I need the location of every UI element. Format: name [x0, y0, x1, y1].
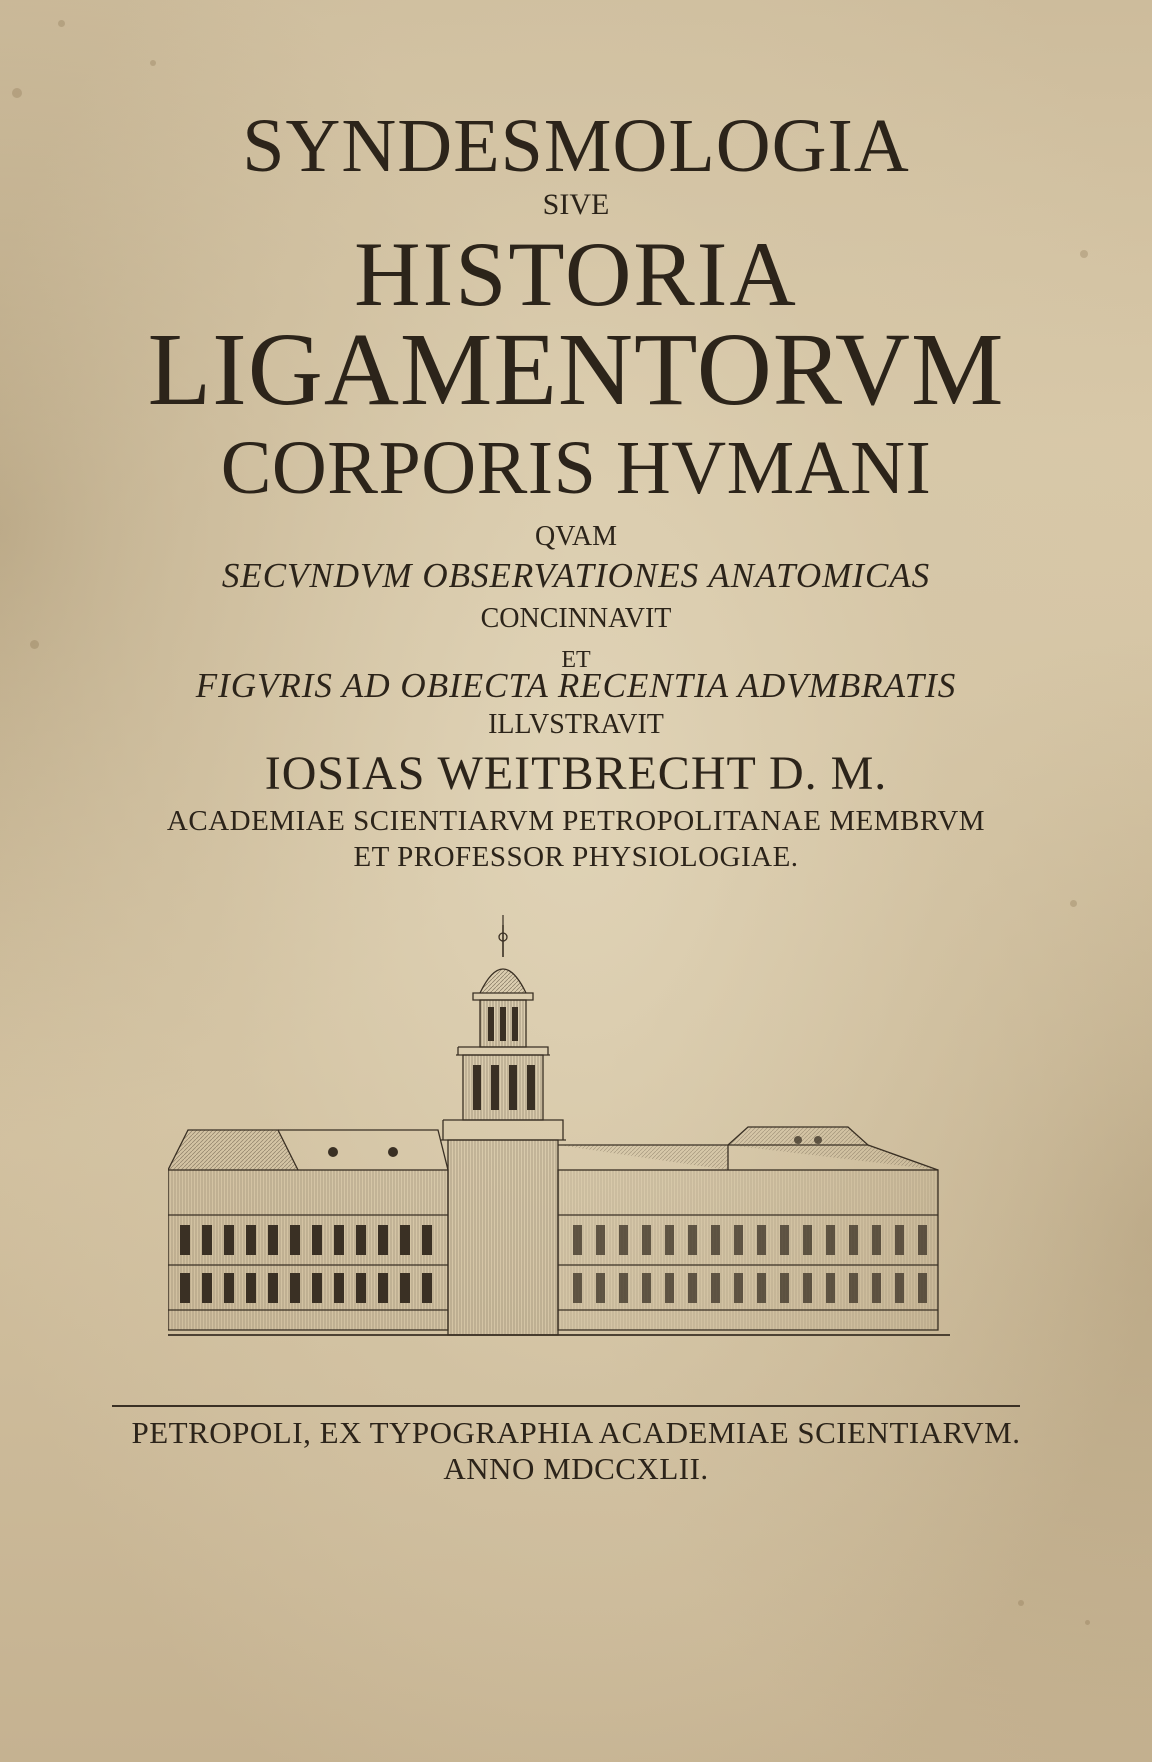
text-illustravit: ILLVSTRAVIT [488, 709, 664, 740]
foxing-spot [150, 60, 156, 66]
author-affiliation-line2: ET PROFESSOR PHYSIOLOGIAE. [353, 841, 799, 873]
author-affiliation-line1: ACADEMIAE SCIENTIARVM PETROPOLITANAE MEMBRVM [166, 805, 986, 837]
title-corporis-humani: CORPORIS HVMANI [220, 426, 932, 510]
foxing-spot [1070, 900, 1077, 907]
foxing-spot [58, 20, 65, 27]
author-name: IOSIAS WEITBRECHT D. M. [264, 747, 888, 800]
foxing-spot [1018, 1600, 1024, 1606]
imprint-year: ANNO MDCCXLII. [443, 1451, 709, 1486]
text-figuris: FIGVRIS AD OBIECTA RECENTIA ADVMBRATIS [195, 666, 957, 705]
title-sive: SIVE [542, 188, 610, 221]
title-historia: HISTORIA [354, 223, 798, 325]
text-secundum: SECVNDVM OBSERVATIONES ANATOMICAS [221, 556, 931, 595]
foxing-spot [1085, 1620, 1090, 1625]
academy-building-engraving [168, 915, 950, 1347]
foxing-spot [12, 88, 22, 98]
imprint-place-printer: PETROPOLI, EX TYPOGRAPHIA ACADEMIAE SCIENTIARVM. [131, 1415, 1021, 1450]
imprint-divider-rule [112, 1405, 1020, 1407]
text-concinnavit: CONCINNAVIT [480, 603, 672, 634]
title-syndesmologia: SYNDESMOLOGIA [242, 104, 910, 188]
text-quam: QVAM [535, 521, 617, 552]
title-ligamentorum: LIGAMENTORVM [147, 312, 1005, 427]
text-et: ET [561, 647, 591, 673]
